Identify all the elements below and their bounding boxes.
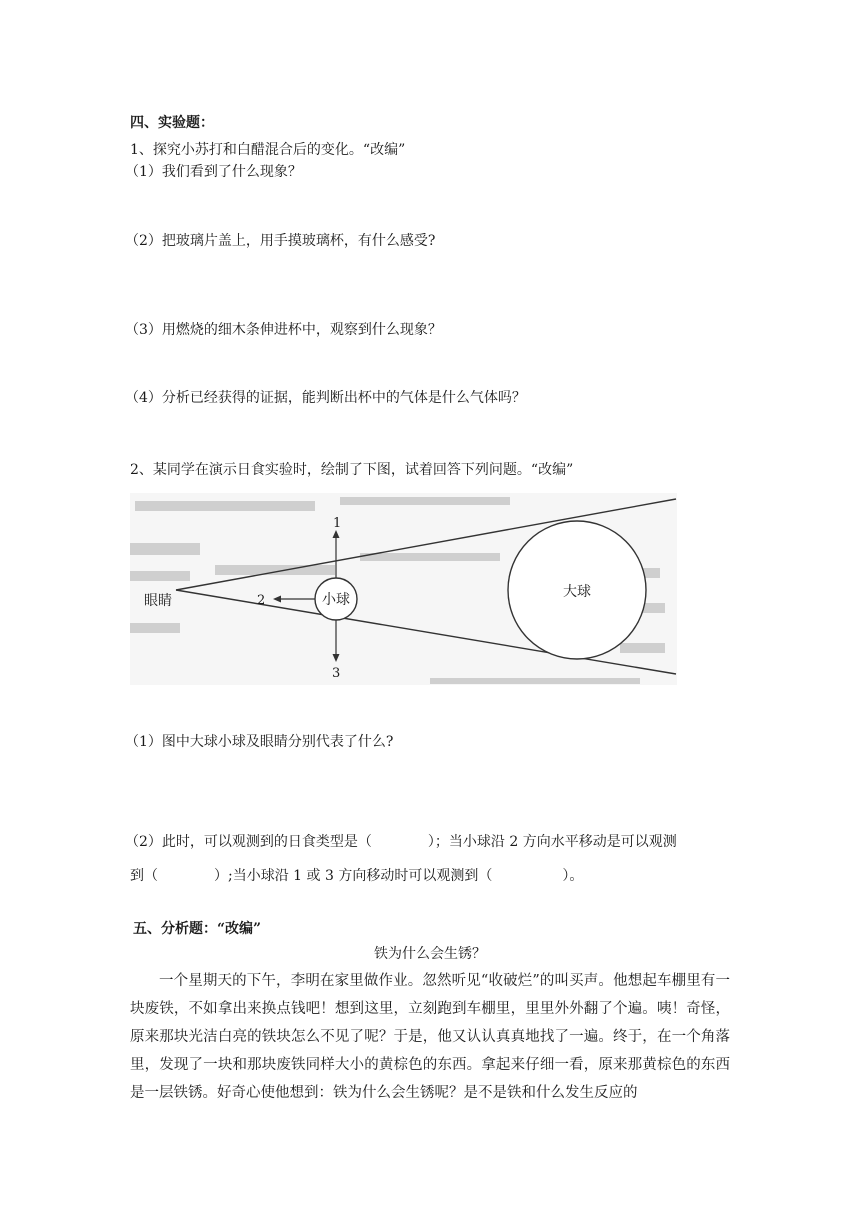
arrow-1-label: 1: [333, 516, 342, 531]
eclipse-diagram: [130, 493, 677, 685]
arrow-2-label: 2: [257, 593, 266, 608]
question-1-sub-3: （3）用燃烧的细木条伸进杯中，观察到什么现象？: [125, 322, 442, 338]
small-ball-label: 小球: [322, 592, 350, 608]
question-1-sub-1: （1）我们看到了什么现象？: [125, 164, 302, 180]
question-2-title: 2、某同学在演示日食实验时，绘制了下图，试着回答下列问题。“改编”: [130, 462, 574, 478]
section-4-heading: 四、实验题：: [130, 115, 214, 131]
article-paragraph: 一个星期天的下午，李明在家里做作业。忽然听见“收破烂”的叫买声。他想起车棚里有一块废铁，不如拿出来换点钱吧！想到这里，立刻跑到车棚里，里里外外翻了个遍。咦！奇怪，原来那块光洁白亮的铁块怎么不见了呢？于是，他又认认真真地找了一遍。终于，在一个角落里，发现了一块和那块废铁同样大小的黄棕色的东西。拿起来仔细一看，原来那黄棕色的东西是一层铁锈。好奇心使他想到：铁为什么会生锈呢？是不是铁和什么发生反应的: [130, 973, 730, 1101]
eye-label: 眼睛: [144, 593, 172, 609]
question-1-sub-2: （2）把玻璃片盖上，用手摸玻璃杯，有什么感受?: [125, 233, 436, 249]
article-title: 铁为什么会生锈？: [374, 946, 486, 962]
section-5-heading: 五、分析题：“改编”: [133, 921, 262, 937]
arrow-3-label: 3: [332, 666, 341, 681]
question-2-sub-1: （1）图中大球小球及眼睛分别代表了什么?: [125, 734, 394, 750]
eclipse-diagram-svg: [130, 493, 677, 685]
question-1-title: 1、探究小苏打和白醋混合后的变化。“改编”: [130, 142, 406, 158]
big-ball-label: 大球: [563, 584, 591, 600]
question-2-sub-2-line-2: 到（ ）;当小球沿 1 或 3 方向移动时可以观测到（ ）。: [130, 868, 584, 884]
question-2-sub-2-line-1: （2）此时，可以观测到的日食类型是（ ）；当小球沿 2 方向水平移动是可以观测: [125, 834, 677, 850]
question-1-sub-4: （4）分析已经获得的证据，能判断出杯中的气体是什么气体吗？: [125, 390, 526, 406]
